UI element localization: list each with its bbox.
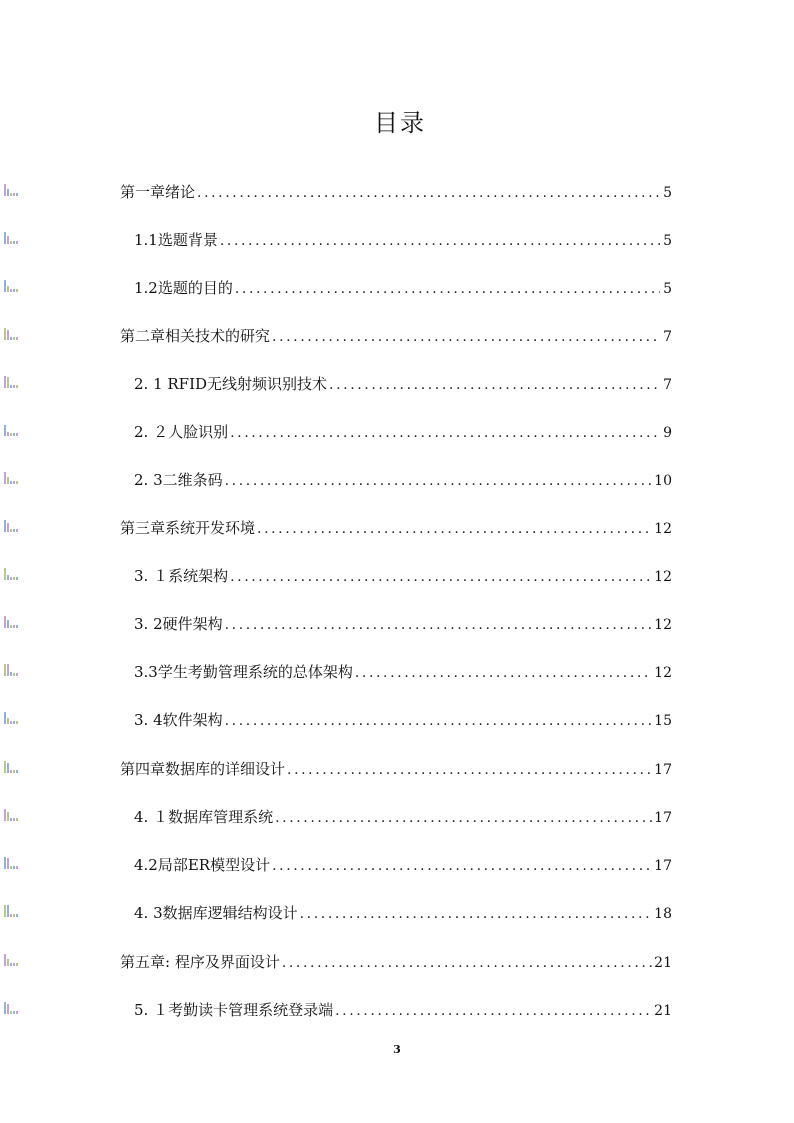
toc-entry-page: 5 xyxy=(663,233,672,249)
toc-entry[interactable] xyxy=(120,325,672,347)
toc-leader-dots xyxy=(300,906,653,922)
toc-leader-dots xyxy=(355,665,652,681)
margin-mark xyxy=(4,518,22,532)
toc-entry-page: 10 xyxy=(654,473,672,489)
margin-mark xyxy=(4,807,22,821)
toc-entry-text: 2. 1 RFID无线射频识别技术 xyxy=(134,375,328,393)
toc-entry-page: 17 xyxy=(654,810,672,826)
margin-mark xyxy=(4,952,22,966)
toc-entry-page: 7 xyxy=(663,329,672,345)
toc-entry[interactable] xyxy=(134,854,672,876)
toc-entry-text: 第三章系统开发环境 xyxy=(120,519,256,537)
toc-entry[interactable] xyxy=(134,421,672,443)
toc-entry-page: 12 xyxy=(654,617,672,633)
margin-mark xyxy=(4,662,22,676)
toc-entry-page: 7 xyxy=(663,377,672,393)
toc-entry-text: 3.3学生考勤管理系统的总体架构 xyxy=(134,663,353,681)
toc-leader-dots xyxy=(225,617,653,633)
toc-entry[interactable] xyxy=(134,709,672,731)
toc-entry-text: 5. １考勤读卡管理系统登录端 xyxy=(134,1001,334,1019)
toc-leader-dots xyxy=(272,329,660,345)
margin-mark xyxy=(4,1000,22,1014)
toc-entry[interactable] xyxy=(120,951,672,973)
toc-entry[interactable] xyxy=(134,661,672,683)
toc-entry-page: 18 xyxy=(654,906,672,922)
toc-leader-dots xyxy=(230,569,652,585)
margin-mark xyxy=(4,759,22,773)
toc-entry-text: 4.2局部ER模型设计 xyxy=(134,856,271,874)
toc-entry[interactable] xyxy=(134,469,672,491)
page-number: 3 xyxy=(393,1043,401,1056)
margin-mark xyxy=(4,230,22,244)
margin-mark xyxy=(4,855,22,869)
margin-mark xyxy=(4,470,22,484)
toc-leader-dots xyxy=(235,281,660,297)
margin-mark xyxy=(4,182,22,196)
toc-entry-text: 1.2选题的目的 xyxy=(134,279,233,297)
toc-leader-dots xyxy=(220,233,660,249)
toc-title: 目录 xyxy=(374,109,426,137)
toc-entry-text: 1.1选题背景 xyxy=(134,231,218,249)
toc-entry[interactable] xyxy=(134,277,672,299)
toc-entry-text: 第二章相关技术的研究 xyxy=(120,327,271,345)
toc-entry-page: 12 xyxy=(654,665,672,681)
toc-entry-page: 15 xyxy=(654,713,672,729)
toc-leader-dots xyxy=(287,762,652,778)
toc-entry-text: 3. 2硬件架构 xyxy=(134,615,223,633)
toc-entry-page: 9 xyxy=(663,425,672,441)
toc-entry-text: 2. ２人脸识别 xyxy=(134,423,229,441)
toc-leader-dots xyxy=(230,425,660,441)
toc-entry[interactable] xyxy=(134,806,672,828)
toc-entry-text: 第五章: 程序及界面设计 xyxy=(120,953,280,971)
toc-entry-page: 17 xyxy=(654,858,672,874)
margin-mark xyxy=(4,326,22,340)
toc-entry[interactable] xyxy=(134,565,672,587)
toc-entry[interactable] xyxy=(120,517,672,539)
toc-entry[interactable] xyxy=(120,758,672,780)
toc-entry-text: 4. １数据库管理系统 xyxy=(134,808,274,826)
toc-entry[interactable] xyxy=(120,181,672,203)
toc-entry-text: 3. 4软件架构 xyxy=(134,711,223,729)
margin-mark xyxy=(4,903,22,917)
toc-entry[interactable] xyxy=(134,613,672,635)
toc-leader-dots xyxy=(335,1003,652,1019)
toc-entry-page: 5 xyxy=(663,281,672,297)
margin-mark xyxy=(4,422,22,436)
toc-entry-page: 12 xyxy=(654,521,672,537)
toc-leader-dots xyxy=(272,858,652,874)
toc-entry-page: 21 xyxy=(654,955,672,971)
toc-leader-dots xyxy=(225,713,653,729)
toc-entry-text: 2. 3二维条码 xyxy=(134,471,223,489)
toc-entry-text: 3. １系统架构 xyxy=(134,567,229,585)
toc-leader-dots xyxy=(329,377,660,393)
toc-entry[interactable] xyxy=(134,999,672,1021)
toc-entry-page: 5 xyxy=(663,185,672,201)
toc-leader-dots xyxy=(257,521,652,537)
toc-leader-dots xyxy=(225,473,653,489)
margin-mark xyxy=(4,566,22,580)
margin-mark xyxy=(4,710,22,724)
toc-leader-dots xyxy=(282,955,652,971)
margin-mark xyxy=(4,614,22,628)
toc-entry[interactable] xyxy=(134,373,672,395)
margin-mark xyxy=(4,278,22,292)
toc-entry-page: 17 xyxy=(654,762,672,778)
toc-leader-dots xyxy=(197,185,660,201)
toc-leader-dots xyxy=(275,810,652,826)
toc-entry-page: 21 xyxy=(654,1003,672,1019)
toc-entry[interactable] xyxy=(134,229,672,251)
toc-entry-page: 12 xyxy=(654,569,672,585)
margin-mark xyxy=(4,374,22,388)
toc-entry[interactable] xyxy=(134,902,672,924)
toc-entry-text: 4. 3数据库逻辑结构设计 xyxy=(134,904,298,922)
toc-entry-text: 第一章绪论 xyxy=(120,183,196,201)
toc-entry-text: 第四章数据库的详细设计 xyxy=(120,760,286,778)
